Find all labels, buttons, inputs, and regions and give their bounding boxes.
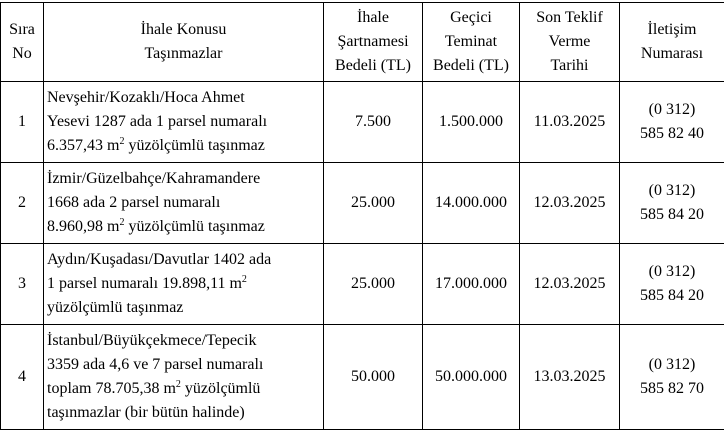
subject-line: 1668 ada 2 parsel numaralı [47,191,321,215]
row-deadline: 12.03.2025 [520,244,620,325]
contact-line: 585 84 20 [622,284,722,308]
header-subject-line1: İhale Konusu [46,18,321,42]
header-deadline-line3: Tarihi [522,54,617,78]
row-subject [44,82,324,163]
area-unit-superscript: 2 [119,217,124,228]
header-contact-line1: İletişim [622,18,722,42]
header-deposit-line3: Bedeli (TL) [425,54,517,78]
row-deadline: 11.03.2025 [520,82,620,163]
row-contact [620,163,724,244]
header-row [1,3,724,82]
row-no: 3 [1,244,44,325]
subject-line [47,134,321,158]
subject-line: yüzölçümlü taşınmaz [47,296,321,320]
contact-line: 585 84 20 [622,203,722,227]
row-deposit: 1.500.000 [423,82,520,163]
row-no: 1 [1,82,44,163]
table-row [1,325,724,430]
row-deadline: 12.03.2025 [520,163,620,244]
header-no-line2: No [3,42,41,66]
area-suffix: yüzölçümlü taşınmaz [124,137,264,154]
contact-line: (0 312) [622,179,722,203]
row-subject [44,163,324,244]
header-spec-fee [324,3,423,82]
header-deadline-line1: Son Teklif [522,6,617,30]
row-no: 4 [1,325,44,430]
row-subject [44,325,324,430]
row-contact [620,244,724,325]
row-deposit: 17.000.000 [423,244,520,325]
header-deadline [520,3,620,82]
header-no [1,3,44,82]
tender-table [0,2,724,430]
table-row [1,163,724,244]
row-subject [44,244,324,325]
subject-line: Nevşehir/Kozaklı/Hoca Ahmet [47,86,321,110]
subject-line: Yesevi 1287 ada 1 parsel numaralı [47,110,321,134]
row-contact [620,325,724,430]
area-unit-superscript: 2 [242,274,247,285]
row-deposit: 50.000.000 [423,325,520,430]
header-deposit [423,3,520,82]
area-unit-superscript: 2 [119,136,124,147]
row-deposit: 14.000.000 [423,163,520,244]
subject-line: taşınmazlar (bir bütün halinde) [47,401,321,425]
header-deposit-line2: Teminat [425,30,517,54]
row-spec-fee: 25.000 [324,163,423,244]
subject-line: İstanbul/Büyükçekmece/Tepecik [47,329,321,353]
area-value: 1 parsel numaralı 19.898,11 m [47,275,242,292]
contact-line: (0 312) [622,98,722,122]
contact-line: (0 312) [622,260,722,284]
row-spec-fee: 7.500 [324,82,423,163]
table-row [1,244,724,325]
row-spec-fee: 50.000 [324,325,423,430]
area-suffix: yüzölçümlü taşınmaz [124,218,264,235]
area-unit-superscript: 2 [176,379,181,390]
subject-line [47,215,321,239]
header-no-line1: Sıra [3,18,41,42]
row-contact [620,82,724,163]
header-contact [620,3,724,82]
subject-line [47,377,321,401]
area-value: toplam 78.705,38 m [47,380,176,397]
header-subject [44,3,324,82]
table-row [1,82,724,163]
area-value: 8.960,98 m [47,218,119,235]
header-spec-fee-line1: İhale [326,6,420,30]
area-value: 6.357,43 m [47,137,119,154]
row-spec-fee: 25.000 [324,244,423,325]
subject-line: Aydın/Kuşadası/Davutlar 1402 ada [47,248,321,272]
contact-line: (0 312) [622,353,722,377]
row-deadline: 13.03.2025 [520,325,620,430]
subject-line: 3359 ada 4,6 ve 7 parsel numaralı [47,353,321,377]
header-deadline-line2: Verme [522,30,617,54]
contact-line: 585 82 70 [622,377,722,401]
header-contact-line2: Numarası [622,42,722,66]
row-no: 2 [1,163,44,244]
subject-line: İzmir/Güzelbahçe/Kahramandere [47,167,321,191]
subject-line [47,272,321,296]
header-subject-line2: Taşınmazlar [46,42,321,66]
contact-line: 585 82 40 [622,122,722,146]
header-spec-fee-line3: Bedeli (TL) [326,54,420,78]
area-suffix: yüzölçümlü [181,380,261,397]
header-spec-fee-line2: Şartnamesi [326,30,420,54]
header-deposit-line1: Geçici [425,6,517,30]
